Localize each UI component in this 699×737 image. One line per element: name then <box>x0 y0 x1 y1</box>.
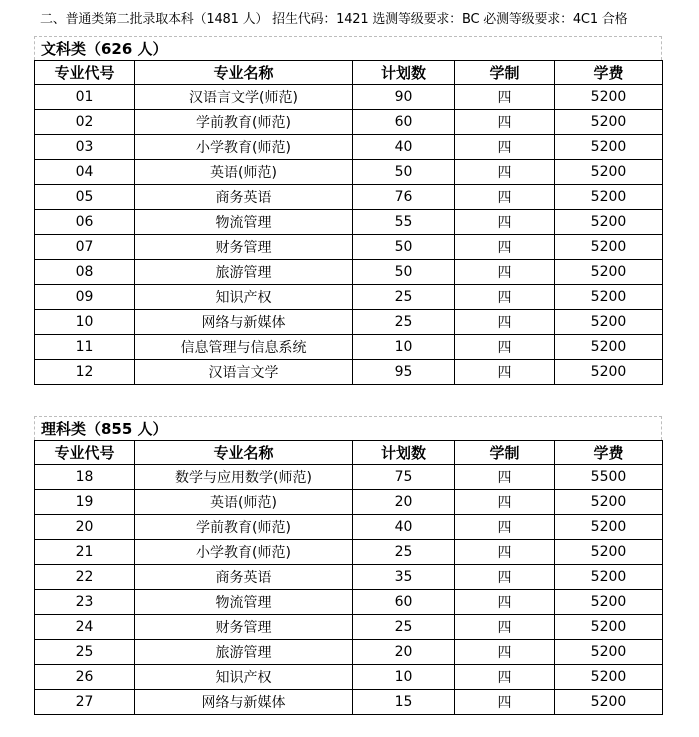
cell-major-code: 12 <box>35 360 135 385</box>
like-section <box>34 416 662 715</box>
header-plan-count: 计划数 <box>353 61 455 85</box>
header-major-name: 专业名称 <box>135 441 353 465</box>
table-row <box>35 590 663 615</box>
cell-duration: 四 <box>455 235 555 260</box>
cell-major-code: 20 <box>35 515 135 540</box>
like-table-body <box>35 465 663 715</box>
cell-plan-count: 40 <box>353 515 455 540</box>
cell-major-code: 11 <box>35 335 135 360</box>
cell-tuition: 5200 <box>555 85 663 110</box>
cell-duration: 四 <box>455 85 555 110</box>
cell-duration: 四 <box>455 490 555 515</box>
cell-major-name: 汉语言文学 <box>135 360 353 385</box>
cell-plan-count: 10 <box>353 665 455 690</box>
cell-major-code: 22 <box>35 565 135 590</box>
table-row <box>35 335 663 360</box>
table-row <box>35 85 663 110</box>
cell-major-code: 02 <box>35 110 135 135</box>
cell-major-name: 旅游管理 <box>135 640 353 665</box>
page-crop-edge <box>34 720 662 737</box>
cell-major-name: 网络与新媒体 <box>135 690 353 715</box>
cell-major-code: 03 <box>35 135 135 160</box>
cell-tuition: 5200 <box>555 110 663 135</box>
cell-major-code: 26 <box>35 665 135 690</box>
table-row <box>35 160 663 185</box>
cell-major-code: 27 <box>35 690 135 715</box>
wenke-section <box>34 36 662 385</box>
cell-duration: 四 <box>455 665 555 690</box>
table-row <box>35 615 663 640</box>
cell-major-name: 信息管理与信息系统 <box>135 335 353 360</box>
cell-duration: 四 <box>455 360 555 385</box>
cell-plan-count: 95 <box>353 360 455 385</box>
wenke-table <box>34 60 663 385</box>
table-row <box>35 565 663 590</box>
cell-plan-count: 60 <box>353 110 455 135</box>
cell-tuition: 5200 <box>555 665 663 690</box>
cell-major-name: 英语(师范) <box>135 490 353 515</box>
cell-duration: 四 <box>455 185 555 210</box>
cell-duration: 四 <box>455 260 555 285</box>
like-section-title: 理科类（855 人） <box>34 416 662 440</box>
cell-duration: 四 <box>455 285 555 310</box>
cell-major-code: 10 <box>35 310 135 335</box>
cell-major-code: 23 <box>35 590 135 615</box>
cell-major-name: 学前教育(师范) <box>135 515 353 540</box>
cell-plan-count: 50 <box>353 260 455 285</box>
cell-plan-count: 60 <box>353 590 455 615</box>
cell-duration: 四 <box>455 110 555 135</box>
cell-tuition: 5200 <box>555 590 663 615</box>
table-row <box>35 640 663 665</box>
cell-major-name: 网络与新媒体 <box>135 310 353 335</box>
header-tuition: 学费 <box>555 61 663 85</box>
wenke-section-title: 文科类（626 人） <box>34 36 662 60</box>
cell-duration: 四 <box>455 565 555 590</box>
header-duration: 学制 <box>455 441 555 465</box>
header-duration: 学制 <box>455 61 555 85</box>
cell-plan-count: 25 <box>353 615 455 640</box>
cell-major-name: 商务英语 <box>135 185 353 210</box>
header-major-code: 专业代号 <box>35 61 135 85</box>
cell-duration: 四 <box>455 690 555 715</box>
cell-plan-count: 10 <box>353 335 455 360</box>
cell-major-name: 汉语言文学(师范) <box>135 85 353 110</box>
cell-tuition: 5200 <box>555 690 663 715</box>
cell-tuition: 5200 <box>555 565 663 590</box>
table-row <box>35 665 663 690</box>
like-table <box>34 440 663 715</box>
cell-plan-count: 35 <box>353 565 455 590</box>
cell-major-name: 数学与应用数学(师范) <box>135 465 353 490</box>
table-row <box>35 285 663 310</box>
cell-major-code: 19 <box>35 490 135 515</box>
cell-plan-count: 50 <box>353 160 455 185</box>
cell-major-name: 知识产权 <box>135 665 353 690</box>
cell-duration: 四 <box>455 310 555 335</box>
cell-major-name: 英语(师范) <box>135 160 353 185</box>
wenke-table-body <box>35 85 663 385</box>
cell-tuition: 5200 <box>555 210 663 235</box>
table-row <box>35 185 663 210</box>
table-row <box>35 515 663 540</box>
cell-major-name: 物流管理 <box>135 590 353 615</box>
cell-plan-count: 15 <box>353 690 455 715</box>
cell-major-code: 24 <box>35 615 135 640</box>
cell-major-name: 旅游管理 <box>135 260 353 285</box>
cell-duration: 四 <box>455 135 555 160</box>
cell-major-code: 05 <box>35 185 135 210</box>
cell-major-code: 21 <box>35 540 135 565</box>
table-row <box>35 210 663 235</box>
cell-major-name: 财务管理 <box>135 615 353 640</box>
cell-plan-count: 55 <box>353 210 455 235</box>
header-major-code: 专业代号 <box>35 441 135 465</box>
cell-tuition: 5200 <box>555 360 663 385</box>
cell-tuition: 5200 <box>555 135 663 160</box>
cell-major-name: 财务管理 <box>135 235 353 260</box>
table-row <box>35 360 663 385</box>
cell-major-code: 18 <box>35 465 135 490</box>
cell-plan-count: 20 <box>353 490 455 515</box>
cell-plan-count: 75 <box>353 465 455 490</box>
cell-major-name: 小学教育(师范) <box>135 540 353 565</box>
cell-tuition: 5200 <box>555 310 663 335</box>
cell-plan-count: 76 <box>353 185 455 210</box>
cell-plan-count: 25 <box>353 285 455 310</box>
table-row <box>35 260 663 285</box>
cell-duration: 四 <box>455 540 555 565</box>
cell-tuition: 5200 <box>555 260 663 285</box>
cell-duration: 四 <box>455 160 555 185</box>
cell-major-name: 物流管理 <box>135 210 353 235</box>
cell-major-code: 01 <box>35 85 135 110</box>
table-row <box>35 540 663 565</box>
cell-tuition: 5200 <box>555 490 663 515</box>
cell-duration: 四 <box>455 640 555 665</box>
cell-plan-count: 25 <box>353 310 455 335</box>
table-row <box>35 310 663 335</box>
table-row <box>35 135 663 160</box>
cell-duration: 四 <box>455 590 555 615</box>
header-plan-count: 计划数 <box>353 441 455 465</box>
cell-major-code: 07 <box>35 235 135 260</box>
cell-tuition: 5200 <box>555 160 663 185</box>
cell-major-code: 09 <box>35 285 135 310</box>
cell-tuition: 5200 <box>555 335 663 360</box>
cell-major-name: 知识产权 <box>135 285 353 310</box>
cell-plan-count: 20 <box>353 640 455 665</box>
cell-major-code: 04 <box>35 160 135 185</box>
table-row <box>35 235 663 260</box>
cell-plan-count: 50 <box>353 235 455 260</box>
cell-tuition: 5200 <box>555 515 663 540</box>
table-row <box>35 110 663 135</box>
cell-major-name: 小学教育(师范) <box>135 135 353 160</box>
cell-plan-count: 40 <box>353 135 455 160</box>
table-row <box>35 690 663 715</box>
cell-tuition: 5200 <box>555 235 663 260</box>
cell-tuition: 5200 <box>555 540 663 565</box>
cell-major-code: 25 <box>35 640 135 665</box>
cell-duration: 四 <box>455 515 555 540</box>
cell-major-code: 08 <box>35 260 135 285</box>
cell-tuition: 5200 <box>555 285 663 310</box>
cell-tuition: 5200 <box>555 185 663 210</box>
cell-duration: 四 <box>455 335 555 360</box>
cell-plan-count: 90 <box>353 85 455 110</box>
cell-major-name: 学前教育(师范) <box>135 110 353 135</box>
header-tuition: 学费 <box>555 441 663 465</box>
header-major-name: 专业名称 <box>135 61 353 85</box>
cell-duration: 四 <box>455 615 555 640</box>
cell-major-name: 商务英语 <box>135 565 353 590</box>
cell-tuition: 5200 <box>555 615 663 640</box>
table-header-row <box>35 441 663 465</box>
cell-duration: 四 <box>455 465 555 490</box>
cell-major-code: 06 <box>35 210 135 235</box>
cell-plan-count: 25 <box>353 540 455 565</box>
page-heading: 二、普通类第二批录取本科（1481 人） 招生代码：1421 选测等级要求：BC 必测等级要求：4C1 合格 <box>40 12 628 27</box>
cell-tuition: 5500 <box>555 465 663 490</box>
table-row <box>35 465 663 490</box>
table-row <box>35 490 663 515</box>
table-header-row <box>35 61 663 85</box>
cell-duration: 四 <box>455 210 555 235</box>
cell-tuition: 5200 <box>555 640 663 665</box>
